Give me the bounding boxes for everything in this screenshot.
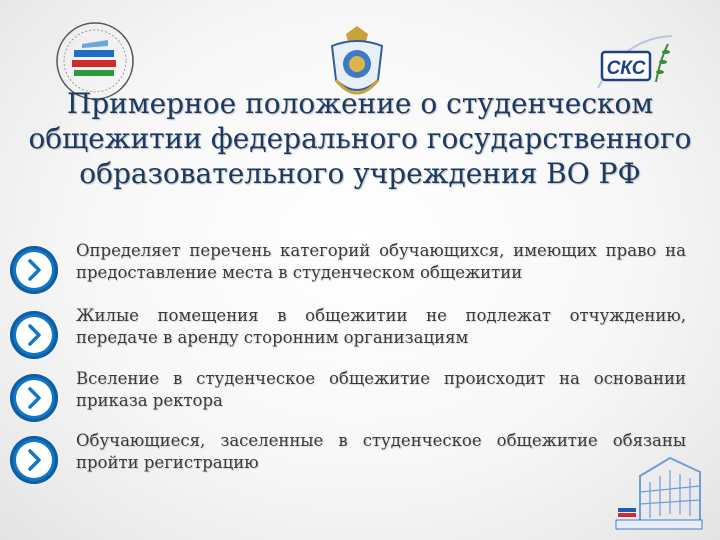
sks-logo-text: СКС xyxy=(606,58,646,79)
chevron-right-icon xyxy=(10,436,58,484)
list-item xyxy=(10,305,690,365)
list-item xyxy=(10,368,690,428)
list-item-text: Вселение в студенческое общежитие происходит на основании приказа ректора xyxy=(76,369,686,410)
chevron-right-icon xyxy=(10,374,58,422)
list-item xyxy=(10,430,690,490)
list-item-text: Определяет перечень категорий обучающихся, имеющих право на предоставление места в студенческом общежитии xyxy=(76,241,686,282)
chevron-right-icon xyxy=(10,246,58,294)
list-item-text: Жилые помещения в общежитии не подлежат отчуждению, передаче в аренду сторонним организациям xyxy=(76,306,686,347)
chevron-right-icon xyxy=(10,311,58,359)
page-title: Примерное положение о студенческом общежитии федерального государственного образовательного учреждения ВО РФ xyxy=(28,87,692,190)
list-item xyxy=(10,240,690,300)
list-item-text: Обучающиеся, заселенные в студенческое общежитие обязаны пройти регистрацию xyxy=(76,431,686,472)
